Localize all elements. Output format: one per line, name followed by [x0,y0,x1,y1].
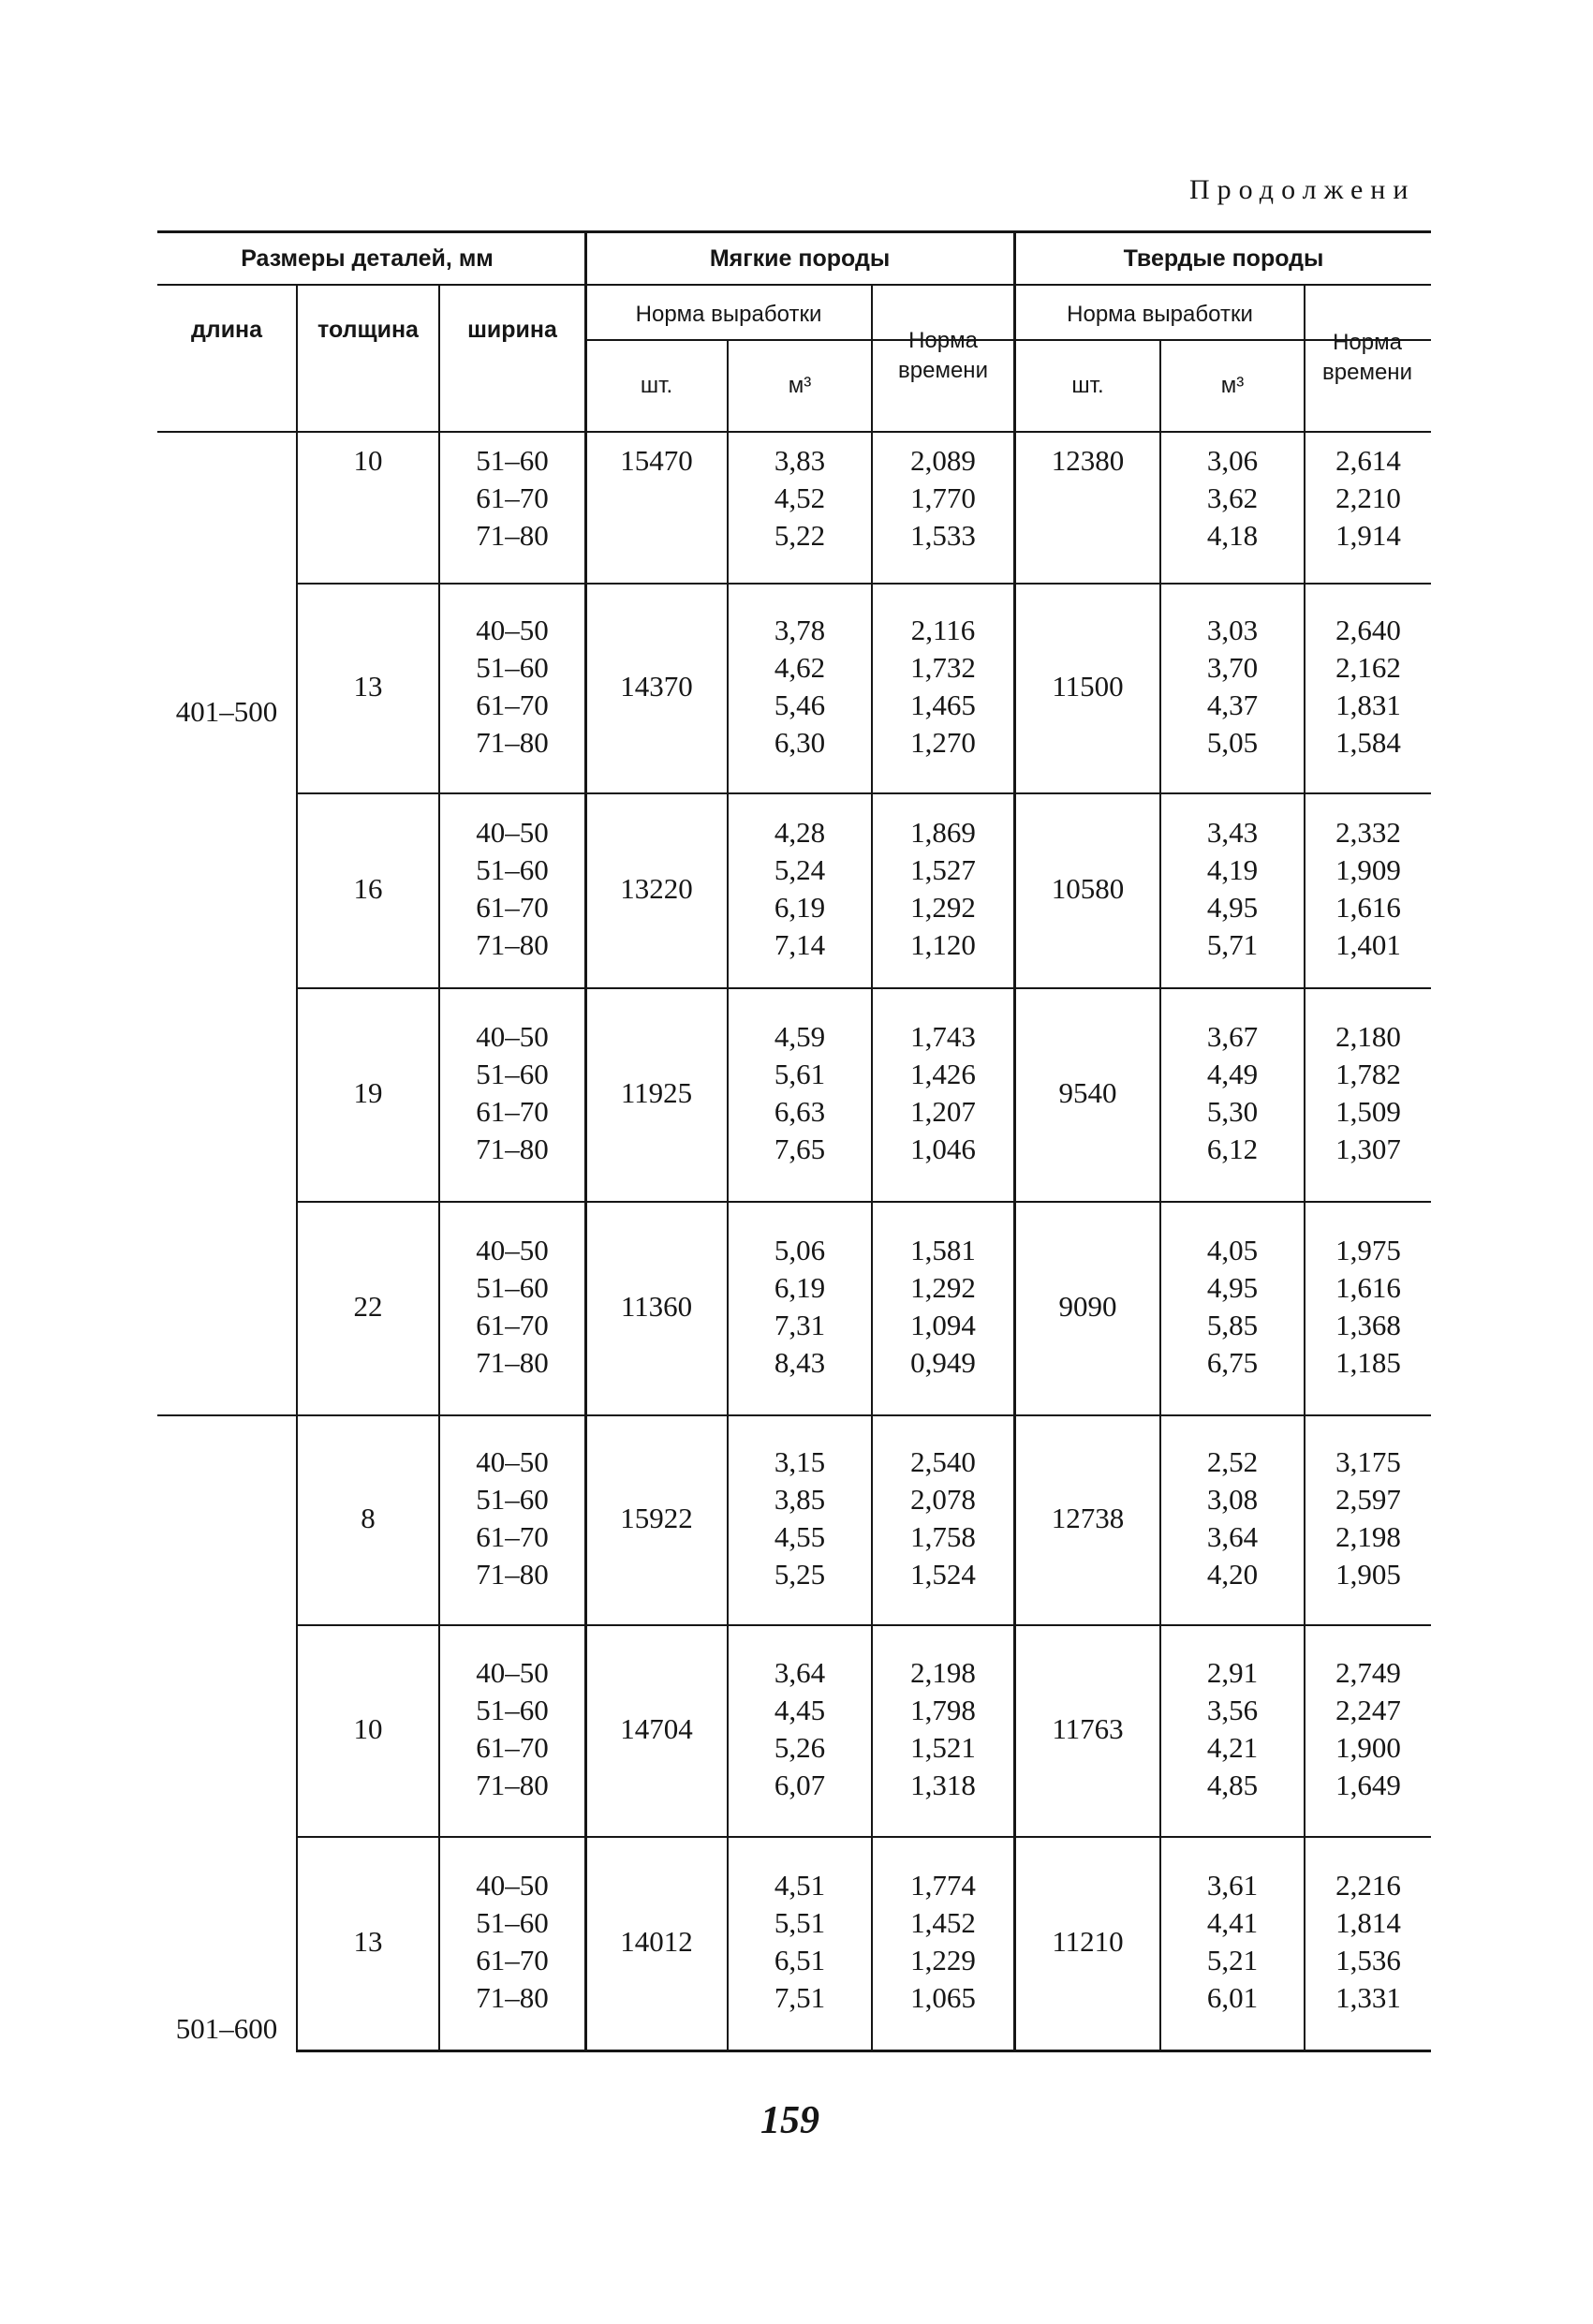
soft-time-cell: 1,318 [910,1769,976,1801]
hard-time-cell: 2,640 [1335,614,1401,646]
hard-pcs-cell: 9090 [1058,1290,1117,1323]
hard-m3-cell: 4,18 [1206,519,1259,552]
soft-time-cell: 1,758 [910,1520,976,1553]
hard-m3-cell: 5,71 [1206,928,1259,961]
header-soft-time-norm: Норма времени [898,328,988,383]
soft-time-cell: 1,065 [910,1981,976,2014]
widths-cell: 71–80 [476,1346,549,1379]
widths-cell: 40–50 [476,1656,549,1689]
soft-m3-cell: 4,55 [774,1520,826,1553]
soft-pcs-cell: 11925 [620,1076,693,1109]
soft-time-cell: 1,452 [910,1906,976,1939]
group-rule [157,1414,1431,1416]
soft-m3-cell: 5,24 [774,853,826,886]
hard-m3-cell: 3,06 [1206,444,1259,477]
hard-m3-cell: 2,52 [1206,1445,1259,1478]
hard-m3-cell: 6,12 [1206,1132,1259,1165]
widths-cell: 71–80 [476,928,549,961]
header-bottom-rule [157,431,1431,433]
soft-time-cell: 1,292 [910,1271,976,1304]
header-soft-species: Мягкие породы [709,245,891,272]
hard-time-cell: 2,749 [1335,1656,1401,1689]
soft-time-cell: 1,521 [910,1731,976,1764]
header-hard-pcs: шт. [1071,373,1104,398]
soft-time-cell: 1,524 [910,1558,976,1591]
soft-time-cell: 1,229 [910,1944,976,1976]
hard-m3-cell: 4,20 [1206,1558,1259,1591]
soft-pcs-cell: 14704 [620,1712,693,1745]
soft-time-cell: 1,527 [910,853,976,886]
widths-cell: 61–70 [476,1944,549,1976]
soft-m3-cell: 4,62 [774,651,826,684]
soft-m3-cell: 6,19 [774,1271,826,1304]
hard-time-cell: 1,307 [1335,1132,1401,1165]
soft-m3-cell: 5,22 [774,519,826,552]
block-rule-4 [298,1201,1431,1203]
hard-group-left-rule [1013,230,1016,2050]
hard-time-cell: 2,216 [1335,1869,1401,1902]
hard-pcs-cell: 12380 [1051,444,1125,477]
soft-m3-cell: 3,78 [774,614,826,646]
hard-m3-cell: 3,43 [1206,816,1259,849]
widths-cell: 51–60 [476,444,549,477]
soft-group-left-rule [584,230,587,2050]
thickness-cell: 16 [353,872,383,905]
soft-time-cell: 0,949 [910,1346,976,1379]
thickness-cell: 10 [353,444,383,477]
hard-time-cell: 1,782 [1335,1058,1401,1090]
hard-time-cell: 1,616 [1335,1271,1401,1304]
soft-m3-cell: 7,14 [774,928,826,961]
hard-m3-cell: 4,49 [1206,1058,1259,1090]
widths-cell: 61–70 [476,688,549,721]
hard-pcs-cell: 11763 [1052,1712,1124,1745]
widths-cell: 61–70 [476,481,549,514]
hard-m3-cell: 6,75 [1206,1346,1259,1379]
widths-cell: 51–60 [476,1694,549,1726]
hard-time-cell: 1,185 [1335,1346,1401,1379]
widths-cell: 61–70 [476,1095,549,1128]
widths-cell: 71–80 [476,1769,549,1801]
soft-time-cell: 1,207 [910,1095,976,1128]
soft-m3-cell: 4,59 [774,1020,826,1053]
soft-time-cell: 1,046 [910,1132,976,1165]
soft-m3-cell: 8,43 [774,1346,826,1379]
soft-time-cell: 1,869 [910,816,976,849]
hard-m3-cell: 4,21 [1206,1731,1259,1764]
widths-cell: 71–80 [476,519,549,552]
thickness-cell: 19 [353,1076,383,1109]
hard-time-cell: 2,210 [1335,481,1401,514]
soft-m3-cell: 5,26 [774,1731,826,1764]
soft-m3-cell: 6,19 [774,891,826,924]
widths-cell: 40–50 [476,1445,549,1478]
table-bottom-rule [296,2050,1431,2052]
hard-time-cell: 3,175 [1335,1445,1401,1478]
header-width: ширина [467,317,557,343]
hard-time-cell: 2,247 [1335,1694,1401,1726]
widths-cell: 40–50 [476,1234,549,1266]
hard-time-cell: 1,649 [1335,1769,1401,1801]
soft-time-cell: 1,533 [910,519,976,552]
soft-time-cell: 2,078 [910,1483,976,1516]
widths-cell: 51–60 [476,853,549,886]
hard-pcs-cell: 10580 [1051,872,1125,905]
soft-time-cell: 2,089 [910,444,976,477]
soft-m3-cell: 4,45 [774,1694,826,1726]
hard-time-cell: 1,616 [1335,891,1401,924]
widths-cell: 71–80 [476,1981,549,2014]
hard-pcs-cell: 12738 [1051,1502,1125,1534]
hard-m3-cell: 5,05 [1206,726,1259,759]
soft-m3-cell: 6,63 [774,1095,826,1128]
thickness-cell: 13 [353,1925,383,1958]
hard-time-cell: 1,584 [1335,726,1401,759]
hard-time-cell: 2,597 [1335,1483,1401,1516]
continuation-label: Продолжени [1189,174,1416,205]
hard-time-cell: 1,368 [1335,1309,1401,1341]
hard-time-cell: 1,331 [1335,1981,1401,2014]
soft-time-cell: 2,540 [910,1445,976,1478]
hard-m3-cell: 4,95 [1206,891,1259,924]
hard-m3-cell: 5,30 [1206,1095,1259,1128]
hard-m3-cell: 5,21 [1206,1944,1259,1976]
page-number: 159 [760,2099,819,2142]
hard-time-cell: 1,975 [1335,1234,1401,1266]
soft-time-cell: 2,116 [910,614,976,646]
header-hard-species: Твердые породы [1123,245,1324,272]
soft-m3-cell: 3,64 [774,1656,826,1689]
hard-time-cell: 1,909 [1335,853,1401,886]
header-dimensions: Размеры деталей, мм [241,245,494,272]
soft-m3-cell: 6,30 [774,726,826,759]
widths-cell: 61–70 [476,891,549,924]
soft-m3-cell: 5,25 [774,1558,826,1591]
hard-m3-cell: 3,03 [1206,614,1259,646]
soft-pcs-cell: 14012 [620,1925,693,1958]
block-rule-1 [298,583,1431,585]
soft-time-cell: 1,770 [910,481,976,514]
soft-m3-cell: 3,15 [774,1445,826,1478]
hard-m3-cell: 5,85 [1206,1309,1259,1341]
hard-time-cell: 1,900 [1335,1731,1401,1764]
header-hard-m3: м³ [1220,373,1245,398]
hard-time-cell: 1,536 [1335,1944,1401,1976]
header-rule-1 [157,284,1431,286]
hard-m3-cell: 4,37 [1206,688,1259,721]
hard-m3-cell: 3,70 [1206,651,1259,684]
soft-pcs-cell: 13220 [620,872,693,905]
hard-m3-cell: 6,01 [1206,1981,1259,2014]
header-soft-m3: м³ [788,373,812,398]
soft-time-cell: 1,094 [910,1309,976,1341]
widths-cell: 71–80 [476,726,549,759]
widths-cell: 51–60 [476,1271,549,1304]
widths-cell: 51–60 [476,1483,549,1516]
soft-m3-cell: 5,61 [774,1058,826,1090]
hard-m3-cell: 3,67 [1206,1020,1259,1053]
thickness-cell: 8 [361,1502,376,1534]
soft-time-cell: 1,270 [910,726,976,759]
hard-m3-cell: 2,91 [1206,1656,1259,1689]
soft-m3-cell: 3,85 [774,1483,826,1516]
thickness-cell: 13 [353,670,383,703]
soft-time-cell: 1,774 [910,1869,976,1902]
soft-time-cell: 1,732 [910,651,976,684]
soft-m3-cell: 3,83 [774,444,826,477]
soft-m3-cell: 5,06 [774,1234,826,1266]
header-soft-output-norm: Норма выработки [635,302,822,327]
hard-m3-cell: 3,56 [1206,1694,1259,1726]
hard-pcs-cell: 11210 [1052,1925,1124,1958]
soft-time-cell: 1,798 [910,1694,976,1726]
soft-m3-cell: 7,51 [774,1981,826,2014]
soft-time-cell: 2,198 [910,1656,976,1689]
hard-time-cell: 2,198 [1335,1520,1401,1553]
soft-time-cell: 1,120 [910,928,976,961]
hard-time-cell: 1,914 [1335,519,1401,552]
hard-time-cell: 1,509 [1335,1095,1401,1128]
header-soft-pcs: шт. [640,373,673,398]
hard-time-cell: 2,162 [1335,651,1401,684]
soft-time-cell: 1,465 [910,688,976,721]
soft-m3-cell: 4,52 [774,481,826,514]
table-top-rule [157,230,1431,233]
hard-pcs-cell: 11500 [1052,670,1124,703]
soft-time-cell: 1,743 [910,1020,976,1053]
length-group-label: 501–600 [175,2012,278,2045]
length-group-label: 401–500 [175,695,278,728]
soft-time-cell: 1,426 [910,1058,976,1090]
header-hard-output-norm: Норма выработки [1067,302,1253,327]
hard-time-cell: 1,814 [1335,1906,1401,1939]
hard-time-cell: 2,614 [1335,444,1401,477]
widths-cell: 51–60 [476,1906,549,1939]
hard-pcs-cell: 9540 [1058,1076,1117,1109]
thickness-cell: 22 [353,1290,383,1323]
widths-cell: 40–50 [476,1869,549,1902]
hard-m3-cell: 4,19 [1206,853,1259,886]
block-rule-7 [298,1836,1431,1838]
hard-m3-cell: 3,61 [1206,1869,1259,1902]
hard-m3-cell: 3,64 [1206,1520,1259,1553]
block-rule-3 [298,987,1431,989]
widths-cell: 51–60 [476,651,549,684]
widths-cell: 40–50 [476,816,549,849]
soft-m3-cell: 4,28 [774,816,826,849]
block-rule-6 [298,1624,1431,1626]
hard-time-cell: 1,905 [1335,1558,1401,1591]
widths-cell: 61–70 [476,1731,549,1764]
thickness-col-left-rule [296,284,298,2050]
soft-m3-cell: 7,31 [774,1309,826,1341]
widths-cell: 71–80 [476,1132,549,1165]
widths-cell: 61–70 [476,1309,549,1341]
hard-m3-cell: 4,85 [1206,1769,1259,1801]
hard-time-cell: 2,180 [1335,1020,1401,1053]
soft-pcs-cell: 11360 [620,1290,693,1323]
widths-cell: 51–60 [476,1058,549,1090]
hard-m3-cell: 4,95 [1206,1271,1259,1304]
thickness-cell: 10 [353,1712,383,1745]
soft-m3-cell: 6,51 [774,1944,826,1976]
widths-cell: 40–50 [476,1020,549,1053]
hard-m3-cell: 3,62 [1206,481,1259,514]
soft-pcs-cell: 15470 [620,444,693,477]
widths-cell: 71–80 [476,1558,549,1591]
block-rule-2 [298,792,1431,794]
widths-cell: 61–70 [476,1520,549,1553]
soft-pcs-cell: 15922 [620,1502,693,1534]
hard-m3-cell: 4,05 [1206,1234,1259,1266]
header-hard-time-norm: Норма времени [1322,330,1412,385]
hard-time-cell: 2,332 [1335,816,1401,849]
soft-time-cell: 1,292 [910,891,976,924]
soft-m3-cell: 7,65 [774,1132,826,1165]
hard-time-cell: 1,831 [1335,688,1401,721]
hard-m3-cell: 4,41 [1206,1906,1259,1939]
header-length: длина [190,317,263,343]
hard-time-cell: 1,401 [1335,928,1401,961]
widths-cell: 40–50 [476,614,549,646]
soft-m3-cell: 4,51 [774,1869,826,1902]
soft-m3-cell: 5,46 [774,688,826,721]
soft-pcs-cell: 14370 [620,670,693,703]
soft-m3-cell: 5,51 [774,1906,826,1939]
hard-m3-cell: 3,08 [1206,1483,1259,1516]
header-thickness: толщина [317,317,419,343]
soft-time-cell: 1,581 [910,1234,976,1266]
soft-m3-cell: 6,07 [774,1769,826,1801]
